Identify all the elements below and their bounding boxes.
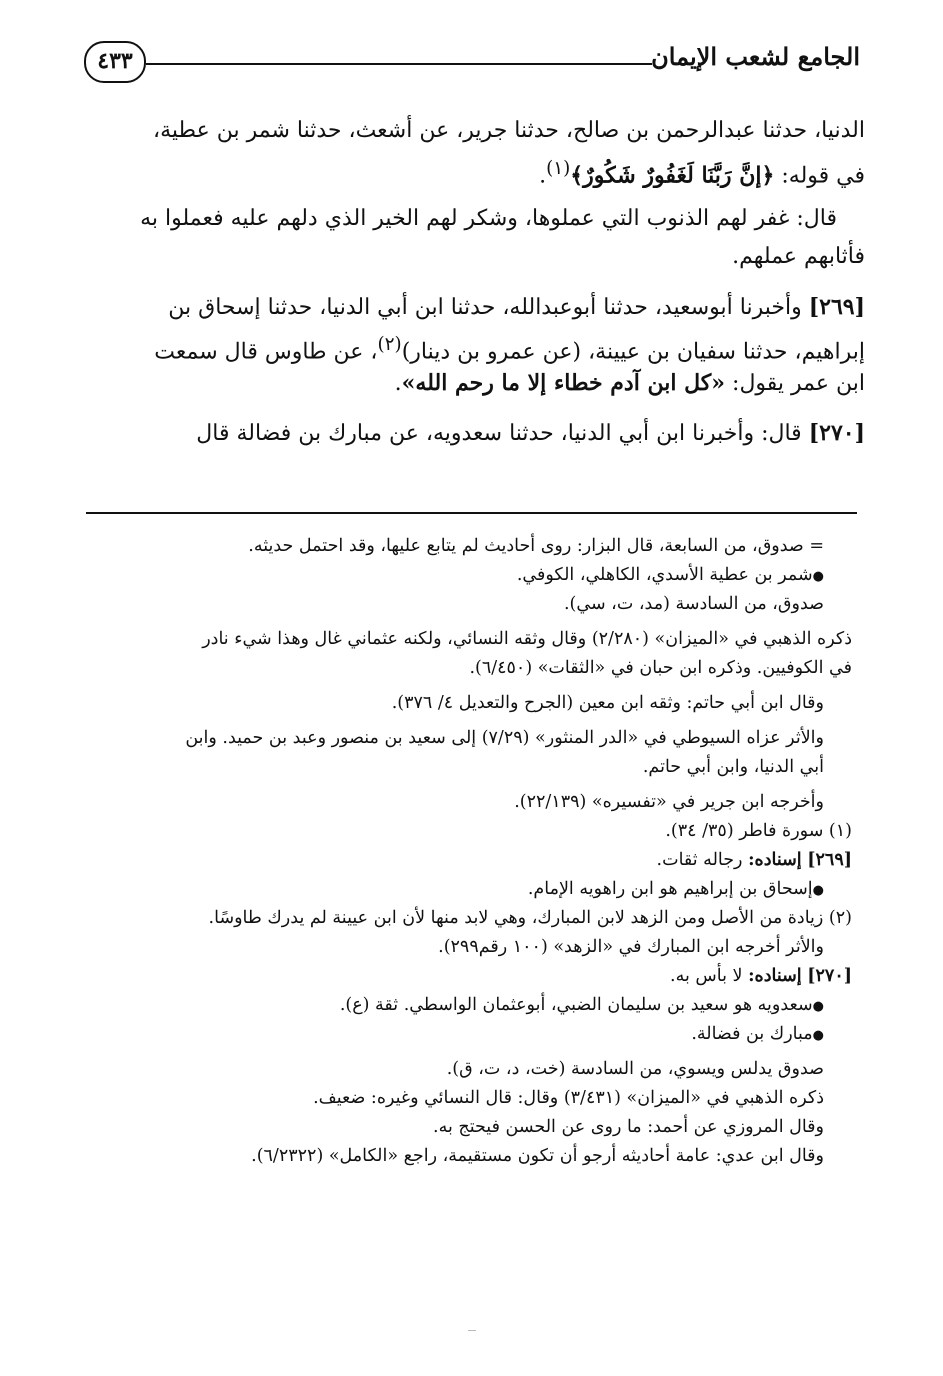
book-title: الجامع لشعب الإيمان [651, 42, 860, 71]
hadith-number-270: [٢٧٠] [808, 420, 865, 446]
note-bullet: ● شمر بن عطية الأسدي، الكاهلي، الكوفي. [82, 561, 852, 590]
note-number: [٢٦٩] [807, 850, 852, 870]
main-line-2 [80, 150, 865, 188]
hadith-quote: «كل ابن آدم خطاء إلا ما رحم الله» [401, 370, 726, 396]
note-label: إسناده: [748, 966, 802, 986]
main-line-1: الدنيا، حدثنا عبدالرحمن بن صالح، حدثنا جرير، عن أشعث، حدثنا شمر بن عطية، [153, 118, 865, 143]
main-line-3: قال: غفر لهم الذنوب التي عملوها، وشكر لهم الخير الذي دلهم عليه فعملوا به [140, 206, 837, 231]
footnotes [82, 532, 852, 1171]
note-text: لا بأس به. [670, 966, 743, 986]
note-line: وقال ابن عدي: عامة أحاديثه أرجو أن تكون مستقيمة، راجع «الكامل» (٦/٢٣٢٢). [251, 1146, 824, 1166]
verse-intro: في قوله: [781, 163, 865, 188]
quran-verse: ﴿إِنَّ رَبَّنَا لَغَفُورٌ شَكُورٌ﴾ [570, 162, 775, 188]
note-line: وقال المروزي عن أحمد: ما روى عن الحسن فيحتج به. [433, 1117, 824, 1137]
note-line: وقال ابن أبي حاتم: وثقه ابن معين (الجرح والتعديل ٤/ ٣٧٦). [391, 693, 824, 713]
note-label: إسناده: [748, 850, 802, 870]
main-line-8 [80, 414, 865, 452]
hadith-269-text: وأخبرنا أبوسعيد، حدثنا أبوعبدالله، حدثنا ابن أبي الدنيا، حدثنا إسحاق بن [168, 295, 802, 320]
note-269 [82, 846, 852, 875]
note-line: = صدوق، من السابعة، قال البزار: روى أحاديث لم يتابع عليها، وقد احتمل حديثه. [248, 536, 824, 556]
note-line: وأخرجه ابن جرير في «تفسيره» (٢٢/١٣٩). [514, 792, 824, 812]
period: . [539, 163, 547, 188]
main-text [80, 112, 865, 452]
footnote-ref-1: (١) [546, 158, 571, 179]
note-line: صدوق يدلس ويسوي، من السادسة (خت، د، ت، ق). [446, 1059, 824, 1079]
note-line: ذكره الذهبي في «الميزان» (٢/٢٨٠) وقال وثقه النسائي، ولكنه عثماني غال وهذا شيء نادر [202, 629, 852, 649]
main-line-4: فأثابهم عملهم. [732, 244, 865, 269]
header-rule [146, 63, 652, 65]
quote-intro: ابن عمر يقول: [732, 371, 865, 396]
isnad-text: إبراهيم، حدثنا سفيان بن عيينة، (عن عمرو بن دينار) [401, 339, 865, 364]
note-number: [٢٧٠] [807, 966, 852, 986]
main-line-5 [80, 288, 865, 326]
main-line-7 [80, 364, 865, 402]
note-270 [82, 962, 852, 991]
note-line: ذكره الذهبي في «الميزان» (٣/٤٣١) وقال: قال النسائي وغيره: ضعيف. [313, 1088, 824, 1108]
note-bullet: ● سعدويه هو سعيد بن سليمان الضبي، أبوعثمان الواسطي. ثقة (ع). [82, 991, 852, 1020]
note-line: أبي الدنيا، وابن أبي حاتم. [642, 757, 824, 777]
note-line: صدوق، من السادسة (مد، ت، سي). [563, 594, 824, 614]
footnote-separator [86, 512, 857, 514]
note-line: والأثر عزاه السيوطي في «الدر المنثور» (٧/٢٩) إلى سعيد بن منصور وعبد بن حميد. وابن [185, 728, 824, 748]
note-bullet: ● إسحاق بن إبراهيم هو ابن راهويه الإمام. [82, 875, 852, 904]
footnote-ref-2: (٢) [377, 334, 402, 355]
footnote-2: (٢) زيادة من الأصل ومن الزهد لابن المبارك، وهي لابد منها لأن ابن عيينة لم يدرك طاوسًا. [208, 908, 852, 928]
scan-mark [468, 1330, 476, 1331]
hadith-number-269: [٢٦٩] [808, 294, 865, 320]
main-line-6 [80, 326, 865, 364]
note-line: في الكوفيين. وذكره ابن حبان في «الثقات» (٦/٤٥٠). [469, 658, 852, 678]
note-text: رجاله ثقات. [656, 850, 743, 870]
note-line: والأثر أخرجه ابن المبارك في «الزهد» (١٠٠ رقم٢٩٩). [438, 937, 824, 957]
hadith-270-text: قال: وأخبرنا ابن أبي الدنيا، حدثنا سعدويه، عن مبارك بن فضالة قال [196, 421, 802, 446]
period: . [394, 371, 402, 396]
running-header [84, 38, 860, 88]
page-number: ٤٣٣ [84, 41, 146, 83]
note-bullet: ● مبارك بن فضالة. [82, 1020, 852, 1049]
isnad-text-cont: ، عن طاوس قال سمعت [154, 339, 378, 364]
footnote-1: (١) سورة فاطر (٣٥/ ٣٤). [665, 821, 852, 841]
